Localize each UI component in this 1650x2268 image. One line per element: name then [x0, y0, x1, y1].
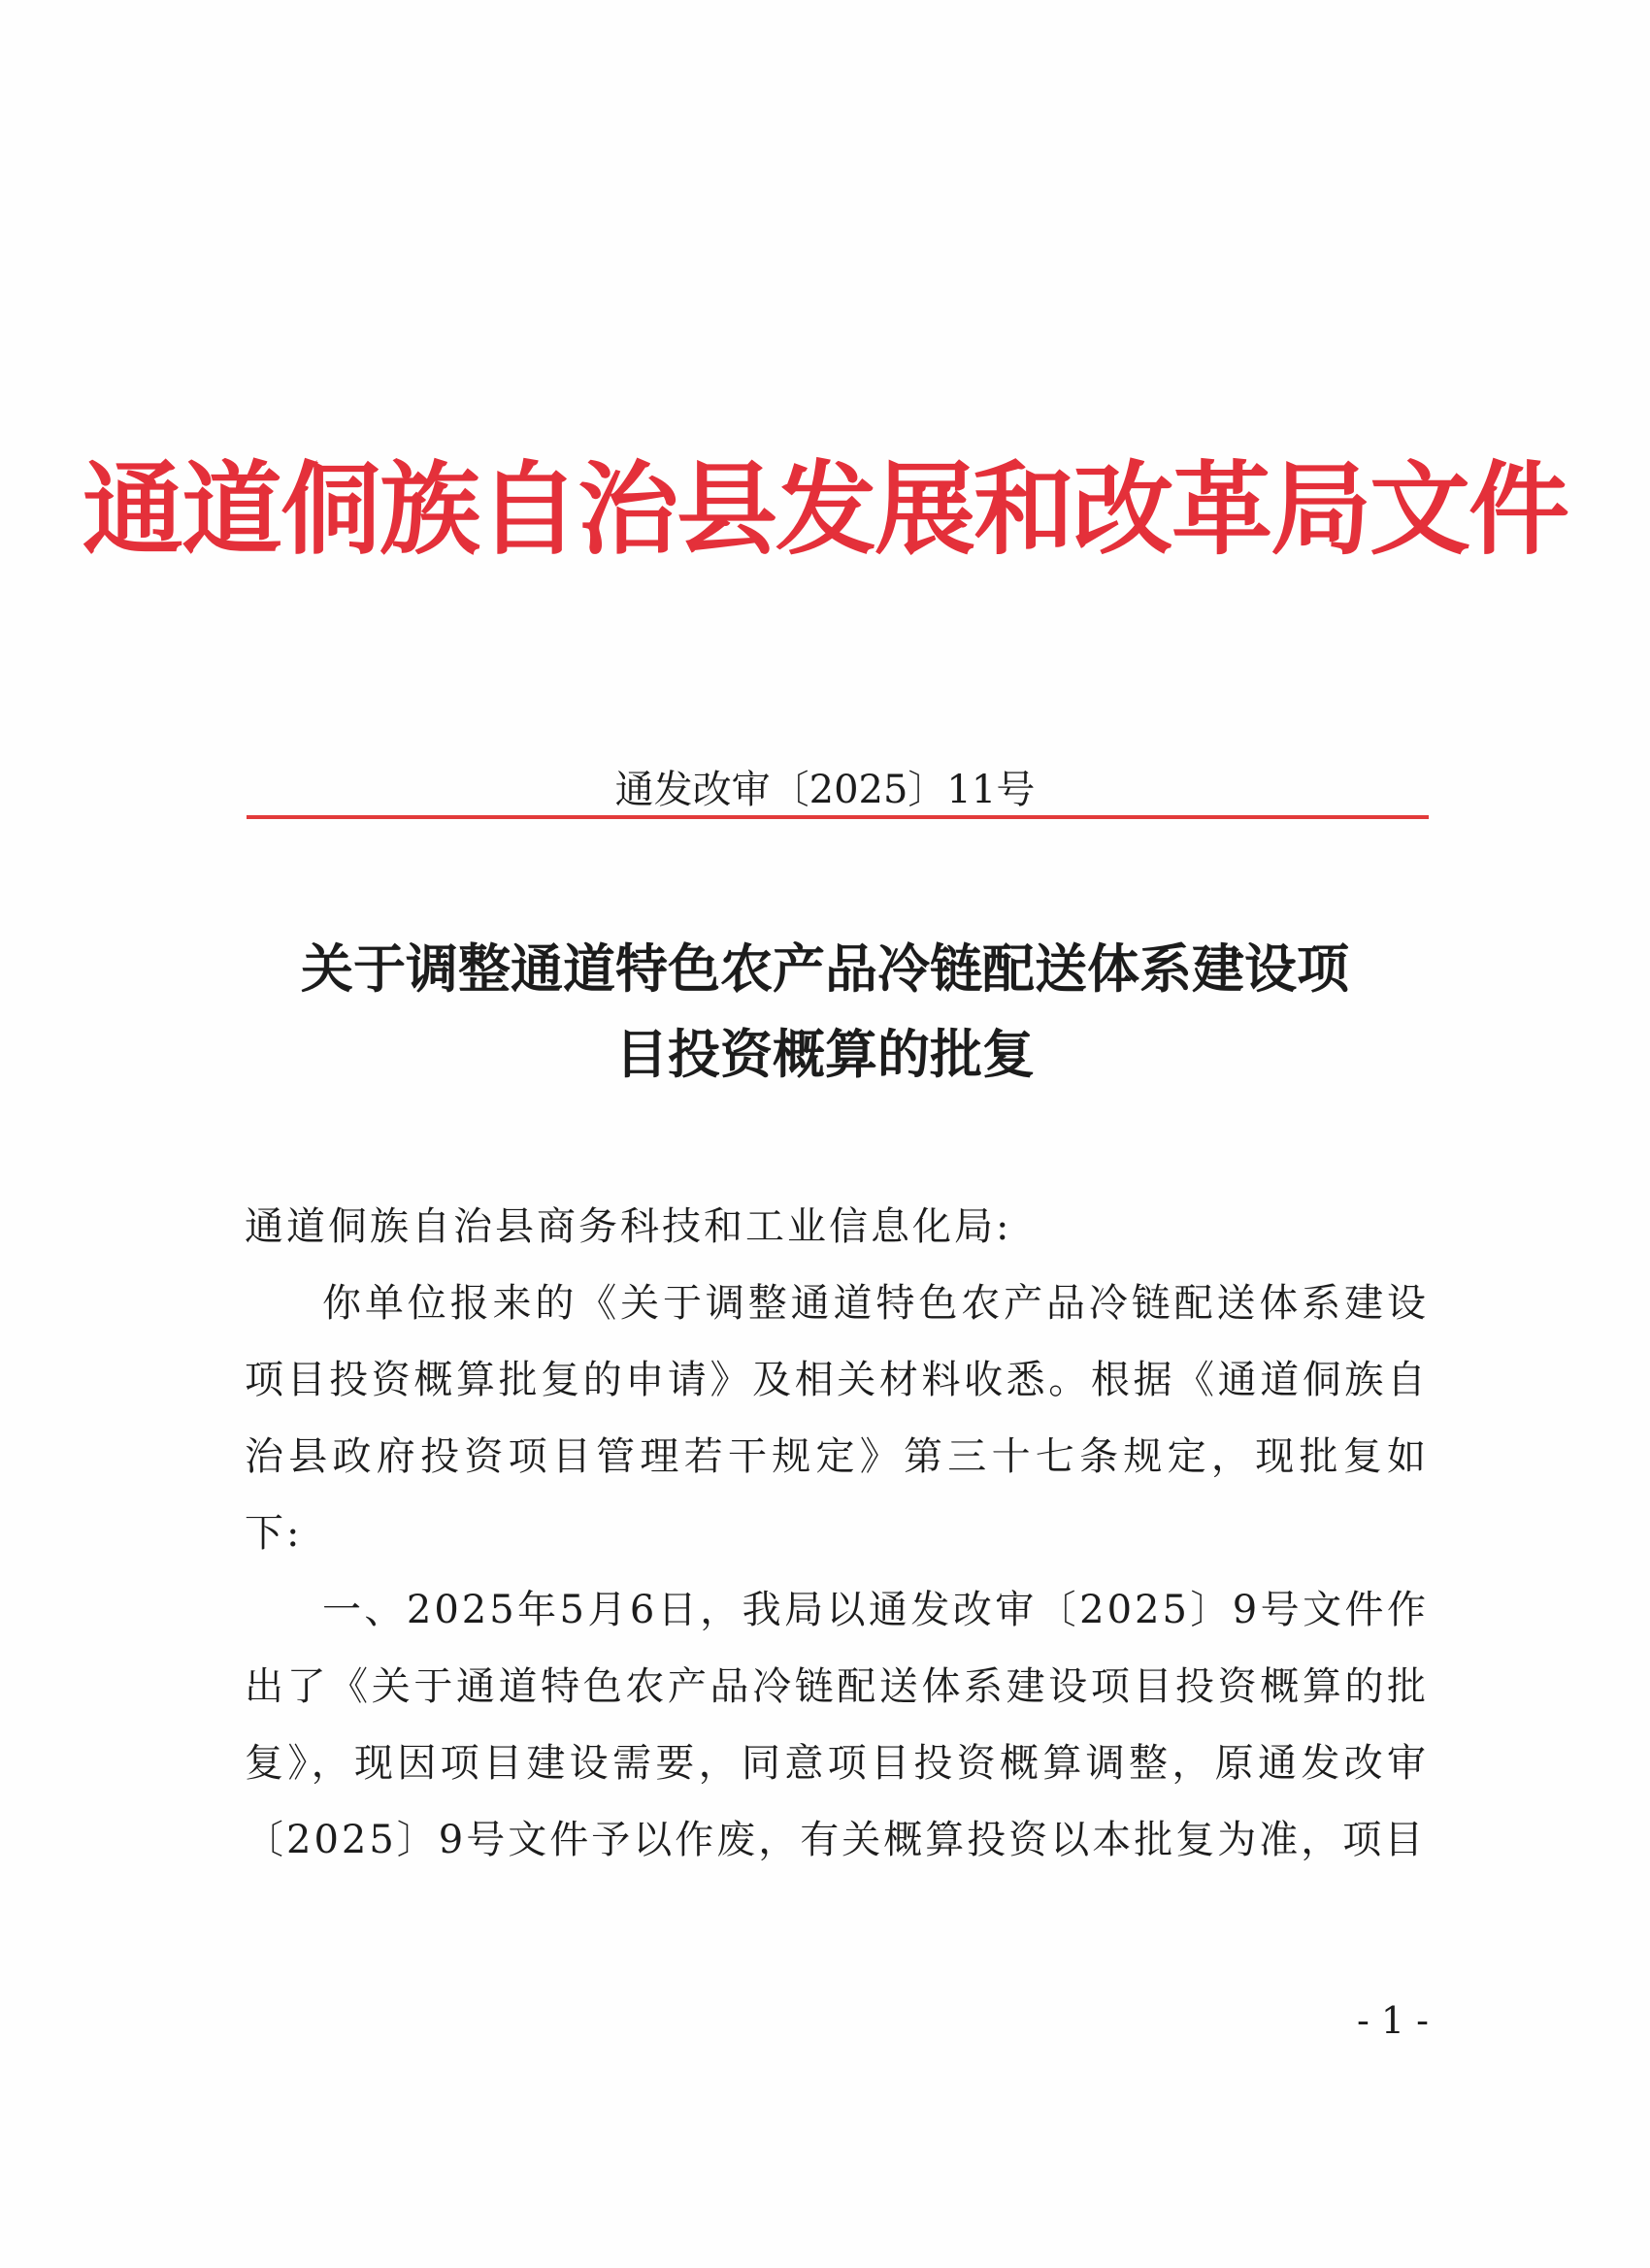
addressee: 通道侗族自治县商务科技和工业信息化局: [245, 1204, 1012, 1249]
document-number: 通发改审〔2025〕11号 [614, 768, 1036, 812]
paragraph-item-1: 一、2025年5月6日，我局以通发改审〔2025〕9号文件作出了《关于通道特色农产品冷链配送体系建设项目投资概算的批复》，现因项目建设需要，同意项目投资概算调整，原通发改审〔2025〕9号文件予以作废，有关概算投资以本批复为准，项目 [245, 1588, 1429, 1862]
title-line-2: 目投资概算的批复 [615, 1024, 1035, 1085]
page-number: - 1 - [1356, 1999, 1429, 2042]
red-divider-line [247, 815, 1429, 819]
document-title [194, 927, 1456, 1098]
title-line-1: 关于调整通道特色农产品冷链配送体系建设项 [301, 938, 1349, 1000]
masthead-title: 通道侗族自治县发展和改革局文件 [82, 450, 1568, 569]
paragraph-intro: 你单位报来的《关于调整通道特色农产品冷链配送体系建设项目投资概算批复的申请》及相关材料收悉。根据《通道侗族自治县政府投资项目管理若干规定》第三十七条规定，现批复如下: [245, 1281, 1429, 1556]
document-body [245, 1189, 1429, 1879]
